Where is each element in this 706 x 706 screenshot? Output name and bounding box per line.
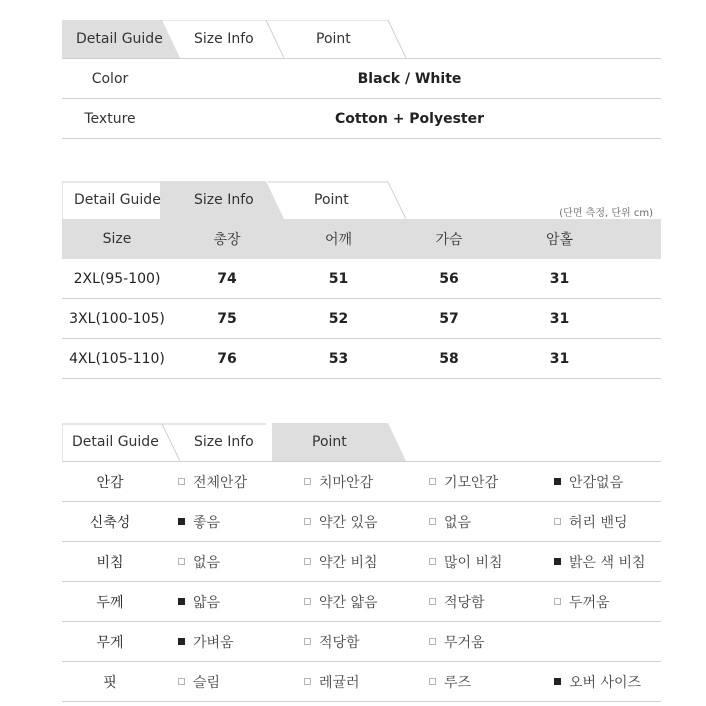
point-option-label: 밝은 색 비침 (569, 554, 646, 571)
tab-size-info-label: Size Info (194, 192, 254, 208)
point-row-label: 신축성 (89, 514, 131, 531)
value-cell: 74 (217, 270, 237, 287)
detail-row-texture (62, 99, 661, 139)
point-option-label: 오버 사이즈 (569, 674, 642, 691)
point-option (304, 502, 378, 541)
detail-value: Black / White (357, 70, 462, 87)
point-option-label: 좋음 (193, 514, 221, 531)
tab-bar (62, 20, 661, 59)
point-option (178, 622, 234, 661)
table-row (62, 339, 661, 379)
unchecked-box-icon (304, 518, 311, 525)
point-row-label: 두께 (96, 594, 124, 611)
point-row (62, 622, 661, 662)
point-option-label: 치마안감 (319, 474, 374, 491)
point-option (554, 502, 628, 541)
point-option-label: 허리 밴딩 (569, 514, 628, 531)
point-row-label: 무게 (96, 634, 124, 651)
point-section (62, 423, 661, 702)
point-row (62, 462, 661, 502)
point-option (304, 542, 378, 581)
point-option-label: 약간 얇음 (319, 594, 378, 611)
point-option-label: 약간 있음 (319, 514, 378, 531)
size-table-header (62, 219, 661, 259)
point-row-label: 비침 (96, 554, 124, 571)
point-option-label: 없음 (193, 554, 221, 571)
point-option-label: 슬림 (193, 674, 221, 691)
point-option-label: 전체안감 (193, 474, 248, 491)
size-cell: 2XL(95-100) (73, 270, 161, 287)
checked-box-icon (178, 598, 185, 605)
point-option-label: 두꺼움 (569, 594, 610, 611)
tab-bar (62, 423, 661, 462)
point-option-label: 없음 (444, 514, 472, 531)
point-option-label: 레귤러 (319, 674, 360, 691)
tab-point-label: Point (314, 192, 349, 208)
tab-size-info[interactable] (160, 423, 284, 461)
tab-detail-guide-label: Detail Guide (72, 434, 159, 450)
value-cell: 57 (439, 310, 459, 327)
point-option-label: 얇음 (193, 594, 221, 611)
unchecked-box-icon (178, 678, 185, 685)
tab-point-label: Point (312, 434, 347, 450)
detail-label: Texture (84, 110, 136, 127)
point-option (554, 462, 623, 501)
value-cell: 31 (549, 270, 570, 287)
point-option-label: 적당함 (444, 594, 485, 611)
size-info-section (62, 181, 661, 379)
size-cell: 4XL(105-110) (69, 350, 165, 367)
checked-box-icon (554, 678, 561, 685)
unchecked-box-icon (429, 638, 436, 645)
unchecked-box-icon (429, 598, 436, 605)
detail-row-color (62, 59, 661, 99)
detail-label: Color (91, 70, 129, 87)
value-cell: 51 (328, 270, 349, 287)
detail-value: Cotton + Polyester (334, 110, 485, 127)
point-option (178, 502, 220, 541)
unchecked-box-icon (554, 518, 561, 525)
header-cell: 총장 (213, 232, 241, 248)
tab-size-info-label: Size Info (194, 31, 254, 47)
point-option (304, 582, 378, 621)
point-option (554, 662, 641, 701)
table-row (62, 259, 661, 299)
point-option (178, 462, 247, 501)
tab-size-info[interactable] (160, 20, 284, 58)
point-option (178, 662, 220, 701)
tab-point-label: Point (316, 31, 351, 47)
unchecked-box-icon (429, 558, 436, 565)
size-cell: 3XL(100-105) (69, 310, 165, 327)
point-option (304, 662, 360, 701)
point-option (429, 662, 471, 701)
point-option-label: 루즈 (444, 674, 472, 691)
point-option-label: 약간 비침 (319, 554, 378, 571)
tab-point[interactable] (268, 181, 406, 219)
point-option (429, 502, 471, 541)
point-option-label: 가벼움 (193, 634, 234, 651)
unchecked-box-icon (304, 478, 311, 485)
unchecked-box-icon (429, 478, 436, 485)
table-row (62, 299, 661, 339)
value-cell: 52 (328, 310, 349, 327)
point-option (429, 542, 503, 581)
detail-guide-section (62, 20, 661, 139)
tab-point[interactable] (272, 423, 410, 461)
point-option (429, 582, 485, 621)
point-option (304, 622, 360, 661)
value-cell: 31 (549, 350, 570, 367)
tab-detail-guide-label: Detail Guide (74, 192, 161, 208)
header-cell: 가슴 (435, 232, 463, 248)
point-row-label: 안감 (96, 474, 124, 491)
point-row (62, 582, 661, 622)
value-cell: 53 (328, 350, 349, 367)
point-option-label: 무거움 (444, 634, 485, 651)
header-cell: 암홀 (545, 232, 574, 248)
unchecked-box-icon (429, 518, 436, 525)
unit-note: (단면 측정, 단위 cm) (559, 208, 653, 219)
unchecked-box-icon (304, 598, 311, 605)
point-row-label: 핏 (103, 674, 117, 691)
unchecked-box-icon (304, 558, 311, 565)
point-option-label: 많이 비침 (444, 554, 503, 571)
unchecked-box-icon (304, 678, 311, 685)
tab-detail-guide-label: Detail Guide (76, 31, 163, 47)
point-option-label: 기모안감 (444, 474, 499, 491)
value-cell: 58 (439, 350, 459, 367)
checked-box-icon (554, 478, 561, 485)
unchecked-box-icon (429, 678, 436, 685)
unchecked-box-icon (178, 558, 185, 565)
checked-box-icon (178, 638, 185, 645)
point-option-label: 적당함 (319, 634, 360, 651)
point-option (429, 622, 485, 661)
point-option (304, 462, 373, 501)
value-cell: 56 (439, 270, 459, 287)
point-option-label: 안감없음 (569, 474, 624, 491)
point-table (62, 462, 661, 702)
point-option (554, 542, 646, 581)
point-option (554, 582, 610, 621)
header-cell: 어깨 (324, 232, 353, 248)
point-row (62, 502, 661, 542)
unchecked-box-icon (178, 478, 185, 485)
tab-point[interactable] (268, 20, 406, 58)
tab-bar (62, 181, 661, 219)
checked-box-icon (178, 518, 185, 525)
header-cell: Size (102, 231, 132, 247)
value-cell: 76 (217, 350, 237, 367)
tab-size-info[interactable] (160, 181, 284, 219)
point-option (178, 542, 220, 581)
value-cell: 75 (217, 310, 237, 327)
unchecked-box-icon (554, 598, 561, 605)
point-row (62, 542, 661, 582)
value-cell: 31 (549, 310, 570, 327)
checked-box-icon (554, 558, 561, 565)
point-row (62, 662, 661, 702)
unchecked-box-icon (304, 638, 311, 645)
point-option (178, 582, 220, 621)
tab-size-info-label: Size Info (194, 434, 254, 450)
point-option (429, 462, 498, 501)
